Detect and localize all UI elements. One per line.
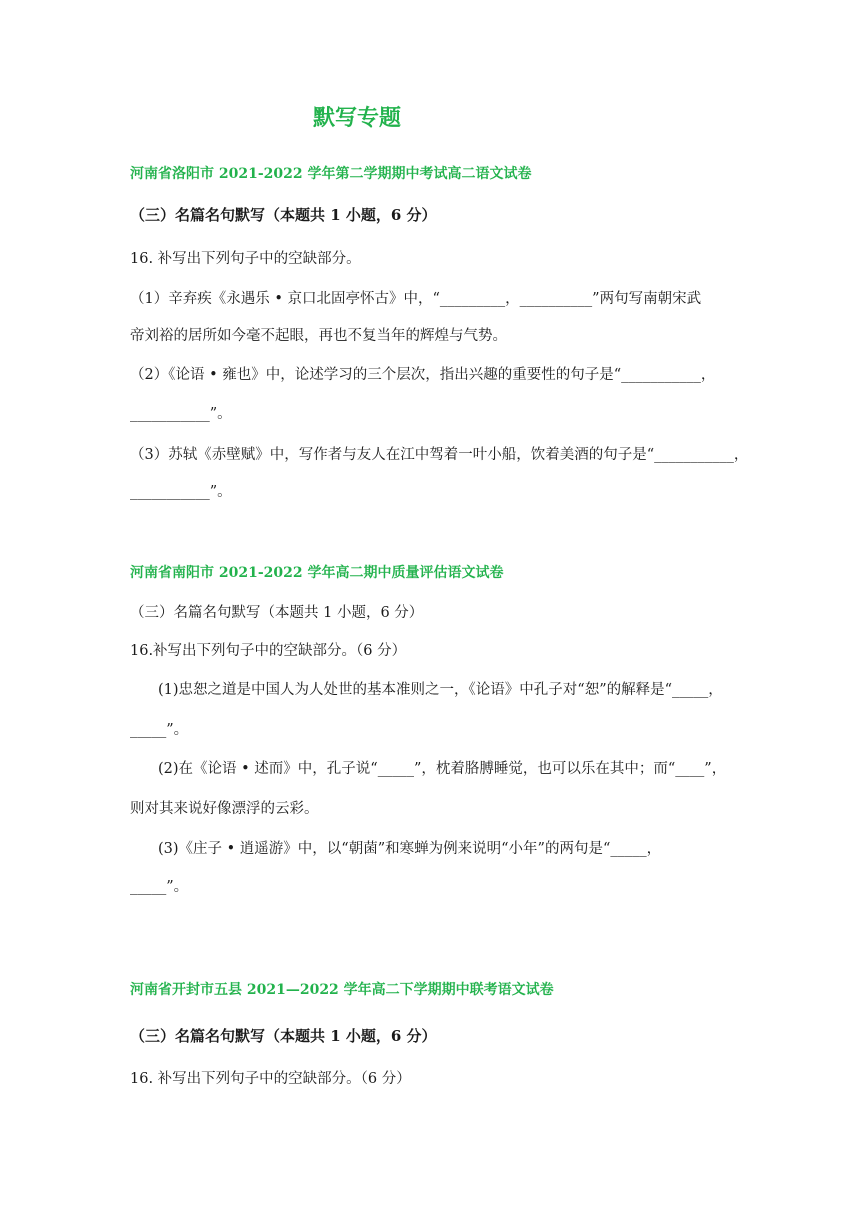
item-line: 则对其来说好像漂浮的云彩。 [130, 801, 319, 817]
page-title: 默写专题 [313, 106, 402, 131]
section-heading: （三）名篇名句默写（本题共 1 小题，6 分） [130, 605, 424, 621]
item-line: ___________”。 [130, 406, 232, 422]
item-line: （1）辛弃疾《永遇乐 • 京口北固亭怀古》中，“_________，__________”两句写南朝宋武 [130, 291, 702, 307]
section-heading: （三）名篇名句默写（本题共 1 小题，6 分） [130, 206, 437, 224]
source-title-luoyang: 河南省洛阳市 2021-2022 学年第二学期期中考试高二语文试卷 [130, 166, 532, 182]
item-line: (3)《庄子 • 逍遥游》中，以“朝菌”和寒蝉为例来说明“小年”的两句是“_____， [158, 841, 662, 857]
item-line: 帝刘裕的居所如今毫不起眼，再也不复当年的辉煌与气势。 [130, 328, 507, 344]
item-line: (2)在《论语 • 述而》中，孔子说“_____”，枕着胳膊睡觉，也可以乐在其中；而“____”， [158, 761, 727, 777]
item-line: ___________”。 [130, 484, 232, 500]
question-prompt: 16. 补写出下列句子中的空缺部分。（6 分） [130, 1071, 411, 1087]
item-line: （3）苏轼《赤壁赋》中，写作者与友人在江中驾着一叶小船，饮着美酒的句子是“___________， [130, 447, 749, 463]
question-prompt: 16.补写出下列句子中的空缺部分。（6 分） [130, 643, 407, 659]
source-title-nanyang: 河南省南阳市 2021-2022 学年高二期中质量评估语文试卷 [130, 565, 504, 581]
section-heading: （三）名篇名句默写（本题共 1 小题，6 分） [130, 1027, 437, 1045]
item-line: _____”。 [130, 722, 189, 738]
item-line: （2）《论语 • 雍也》中，论述学习的三个层次，指出兴趣的重要性的句子是“___________， [130, 367, 716, 383]
item-line: (1)忠恕之道是中国人为人处世的基本准则之一，《论语》中孔子对“恕”的解释是“_____， [158, 682, 723, 698]
source-title-kaifeng: 河南省开封市五县 2021—2022 学年高二下学期期中联考语文试卷 [130, 982, 554, 998]
item-line: _____”。 [130, 879, 189, 895]
question-prompt: 16. 补写出下列句子中的空缺部分。 [130, 251, 361, 267]
